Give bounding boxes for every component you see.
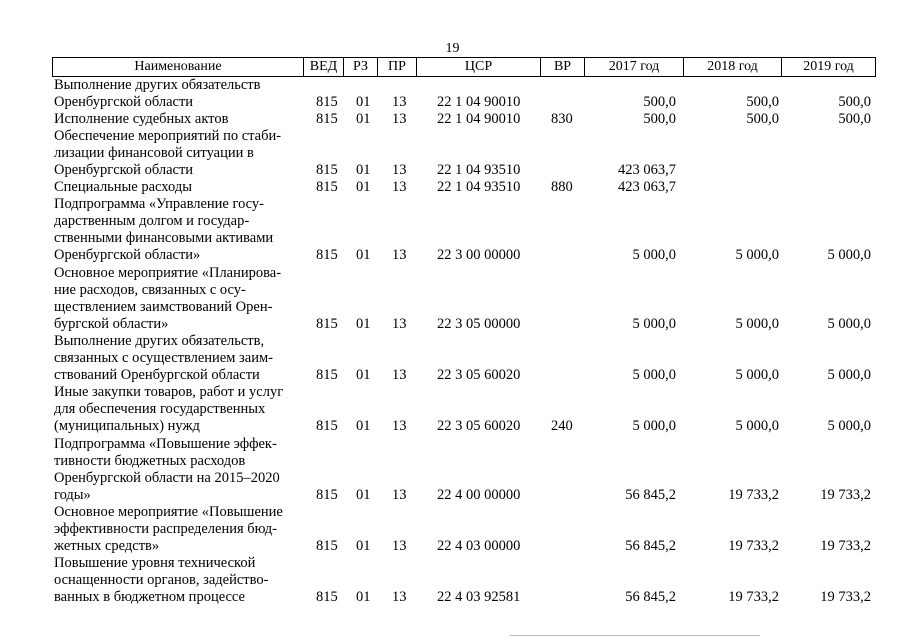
cell-rz: 01 — [356, 179, 371, 196]
cell-2017: 5 000,0 — [632, 315, 676, 332]
cell-2019: 19 733,2 — [820, 486, 871, 503]
cell-name-line: связанных с осуществлением заим- — [54, 350, 273, 367]
cell-csr: 22 3 05 60020 — [437, 367, 521, 384]
cell-name-line: эффективности распределения бюд- — [54, 521, 277, 538]
cell-name-line: годы» — [54, 486, 91, 503]
cell-csr: 22 4 00 00000 — [437, 486, 521, 503]
cell-pr: 13 — [392, 110, 407, 127]
table-header — [52, 57, 876, 77]
cell-ved: 815 — [316, 110, 338, 127]
page-number: 19 — [445, 41, 460, 56]
cell-csr: 22 1 04 93510 — [437, 179, 521, 196]
cell-rz: 01 — [356, 247, 371, 264]
cell-2017: 56 845,2 — [625, 589, 676, 606]
cell-2018: 19 733,2 — [728, 538, 779, 555]
table-row — [0, 179, 905, 196]
cell-name-line: Подпрограмма «Повышение эффек- — [54, 435, 277, 452]
cell-name-line: жетных средств» — [54, 538, 160, 555]
table-row — [0, 436, 905, 504]
cell-rz: 01 — [356, 110, 371, 127]
cell-csr: 22 3 00 00000 — [437, 247, 521, 264]
cell-name-line: для обеспечения государственных — [54, 401, 266, 418]
cell-name-line: Повышение уровня технической — [54, 555, 256, 572]
cell-2017: 5 000,0 — [632, 367, 676, 384]
header-2019: 2019 год — [803, 59, 854, 74]
table-row — [0, 333, 905, 384]
table-row — [0, 77, 905, 111]
cell-pr: 13 — [392, 247, 407, 264]
cell-pr: 13 — [392, 486, 407, 503]
cell-pr: 13 — [392, 367, 407, 384]
cell-name-line: Оренбургской области» — [54, 247, 201, 264]
cell-name-line: Основное мероприятие «Планирова- — [54, 264, 282, 281]
cell-name-line: оснащенности органов, задейство- — [54, 572, 269, 589]
cell-name-line: ствований Оренбургской области — [54, 367, 260, 384]
header-ved: ВЕД — [304, 58, 344, 76]
cell-2019: 19 733,2 — [820, 538, 871, 555]
cell-2017: 423 063,7 — [618, 161, 676, 178]
cell-vr: 880 — [551, 179, 573, 196]
cell-name-line: Оренбургской области — [54, 93, 194, 110]
cell-pr: 13 — [392, 161, 407, 178]
cell-2017: 500,0 — [643, 110, 676, 127]
cell-name-line: дарственным долгом и государ- — [54, 213, 250, 230]
scan-artifact-line — [510, 635, 760, 636]
cell-csr: 22 4 03 00000 — [437, 538, 521, 555]
cell-ved: 815 — [316, 589, 338, 606]
cell-rz: 01 — [356, 93, 371, 110]
cell-ved: 815 — [316, 538, 338, 555]
table-row — [0, 196, 905, 264]
header-name: Наименование — [53, 58, 304, 76]
table-row — [0, 111, 905, 128]
table-row — [0, 384, 905, 435]
cell-pr: 13 — [392, 179, 407, 196]
cell-rz: 01 — [356, 418, 371, 435]
cell-name-line: бургской области» — [54, 315, 169, 332]
cell-2018: 5 000,0 — [735, 247, 779, 264]
cell-pr: 13 — [392, 93, 407, 110]
cell-2018: 5 000,0 — [735, 367, 779, 384]
cell-ved: 815 — [316, 247, 338, 264]
cell-2018: 5 000,0 — [735, 418, 779, 435]
cell-ved: 815 — [316, 367, 338, 384]
cell-name-line: Иные закупки товаров, работ и услуг — [54, 384, 284, 401]
cell-ved: 815 — [316, 161, 338, 178]
cell-name-line: Подпрограмма «Управление госу- — [54, 196, 265, 213]
cell-csr: 22 3 05 60020 — [437, 418, 521, 435]
cell-2019: 500,0 — [838, 110, 871, 127]
cell-2018: 19 733,2 — [728, 486, 779, 503]
table-row — [0, 504, 905, 555]
cell-2019: 5 000,0 — [827, 367, 871, 384]
cell-name-line: Оренбургской области — [54, 161, 194, 178]
cell-name-line: (муниципальных) нужд — [54, 418, 200, 435]
cell-2019: 500,0 — [838, 93, 871, 110]
cell-name-line: ственными финансовыми активами — [54, 230, 274, 247]
cell-ved: 815 — [316, 315, 338, 332]
cell-csr: 22 1 04 93510 — [437, 161, 521, 178]
cell-name-line: Обеспечение мероприятий по стаби- — [54, 127, 282, 144]
cell-rz: 01 — [356, 315, 371, 332]
cell-name-line: Исполнение судебных актов — [54, 110, 229, 127]
cell-csr: 22 4 03 92581 — [437, 589, 521, 606]
cell-2017: 423 063,7 — [618, 179, 676, 196]
cell-rz: 01 — [356, 367, 371, 384]
cell-2017: 5 000,0 — [632, 247, 676, 264]
cell-name-line: Оренбургской области на 2015–2020 — [54, 469, 280, 486]
header-csr: ЦСР — [417, 58, 541, 76]
cell-vr: 240 — [551, 418, 573, 435]
header-vr: ВР — [541, 58, 585, 76]
cell-pr: 13 — [392, 315, 407, 332]
cell-2018: 500,0 — [746, 93, 779, 110]
cell-ved: 815 — [316, 93, 338, 110]
cell-pr: 13 — [392, 589, 407, 606]
cell-ved: 815 — [316, 486, 338, 503]
cell-pr: 13 — [392, 538, 407, 555]
cell-2019: 19 733,2 — [820, 589, 871, 606]
cell-rz: 01 — [356, 589, 371, 606]
cell-vr: 830 — [551, 110, 573, 127]
cell-name-line: Выполнение других обязательств, — [54, 333, 265, 349]
cell-2018: 500,0 — [746, 110, 779, 127]
cell-ved: 815 — [316, 418, 338, 435]
table-row — [0, 265, 905, 333]
cell-name-line: лизации финансовой ситуации в — [54, 144, 254, 161]
cell-ved: 815 — [316, 179, 338, 196]
cell-name-line: Специальные расходы — [54, 179, 192, 196]
cell-2018: 19 733,2 — [728, 589, 779, 606]
cell-pr: 13 — [392, 418, 407, 435]
cell-2017: 56 845,2 — [625, 486, 676, 503]
cell-name-line: тивности бюджетных расходов — [54, 452, 246, 469]
cell-2017: 56 845,2 — [625, 538, 676, 555]
cell-2018: 5 000,0 — [735, 315, 779, 332]
cell-rz: 01 — [356, 486, 371, 503]
cell-name-line: ванных в бюджетном процессе — [54, 589, 245, 606]
cell-2019: 5 000,0 — [827, 247, 871, 264]
cell-2019: 5 000,0 — [827, 418, 871, 435]
table-row — [0, 128, 905, 179]
cell-name-line: Основное мероприятие «Повышение — [54, 504, 283, 520]
header-2018: 2018 год — [684, 58, 782, 76]
cell-csr: 22 1 04 90010 — [437, 93, 521, 110]
cell-rz: 01 — [356, 161, 371, 178]
cell-rz: 01 — [356, 538, 371, 555]
cell-name-line: Выполнение других обязательств — [54, 76, 261, 93]
cell-name-line: ние расходов, связанных с осу- — [54, 281, 246, 298]
header-pr: ПР — [378, 58, 417, 76]
cell-csr: 22 3 05 00000 — [437, 315, 521, 332]
cell-2017: 500,0 — [643, 93, 676, 110]
table-row — [0, 555, 905, 606]
header-2017: 2017 год — [585, 58, 684, 76]
header-rz: РЗ — [344, 58, 378, 76]
cell-name-line: ществлением заимствований Орен- — [54, 298, 273, 315]
cell-csr: 22 1 04 90010 — [437, 110, 521, 127]
cell-2019: 5 000,0 — [827, 315, 871, 332]
cell-2017: 5 000,0 — [632, 418, 676, 435]
